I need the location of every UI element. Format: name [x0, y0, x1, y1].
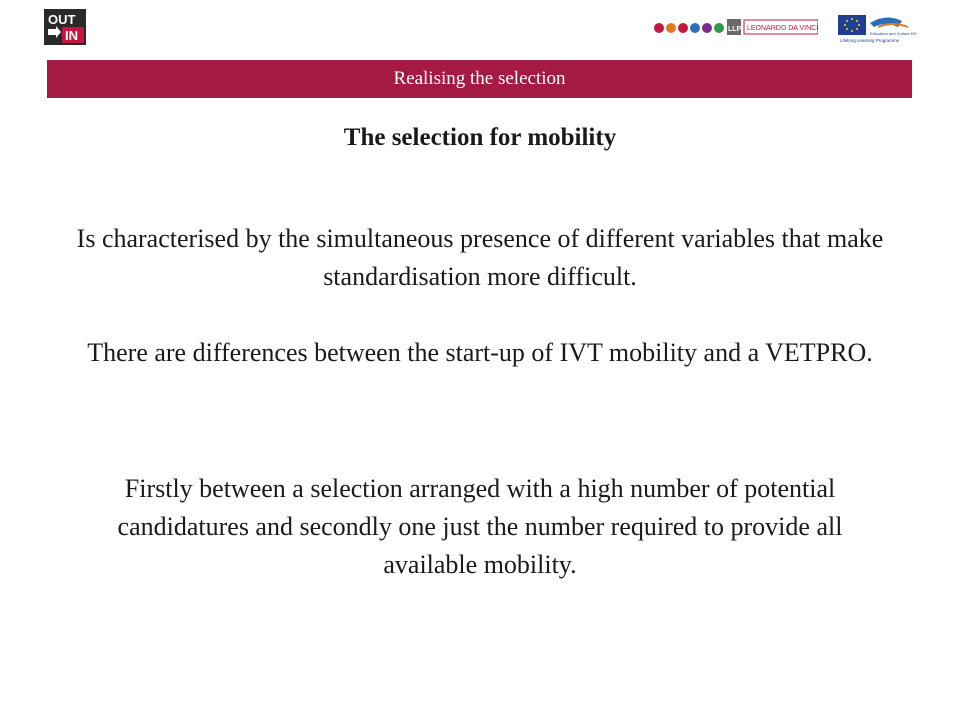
- eu-lifelong-learning-logo: [838, 13, 918, 43]
- paragraph-selection-types: Firstly between a selection arranged with a high number of potential candidatures and secondly one just the number required to provide all available mobility.: [117, 474, 843, 579]
- svg-text:LEONARDO DA VINCI: LEONARDO DA VINCI: [747, 25, 818, 32]
- slide-title: Realising the selection: [393, 68, 566, 89]
- svg-text:IN: IN: [65, 28, 78, 43]
- content-heading: The selection for mobility: [343, 124, 617, 151]
- out-in-logo: [44, 9, 86, 45]
- svg-text:LLP: LLP: [728, 26, 742, 33]
- title-bar: [47, 60, 912, 98]
- svg-text:Education and Culture DG: Education and Culture DG: [870, 31, 917, 36]
- paragraph-variables: Is characterised by the simultaneous presence of different variables that make standardisation more difficult.: [76, 224, 884, 291]
- svg-text:Lifelong Learning Programme: Lifelong Learning Programme: [840, 38, 900, 43]
- paragraph-differences: There are differences between the start-up of IVT mobility and a VETPRO.: [87, 338, 873, 367]
- leonardo-programme-logo: [652, 14, 818, 38]
- svg-text:OUT: OUT: [48, 12, 76, 27]
